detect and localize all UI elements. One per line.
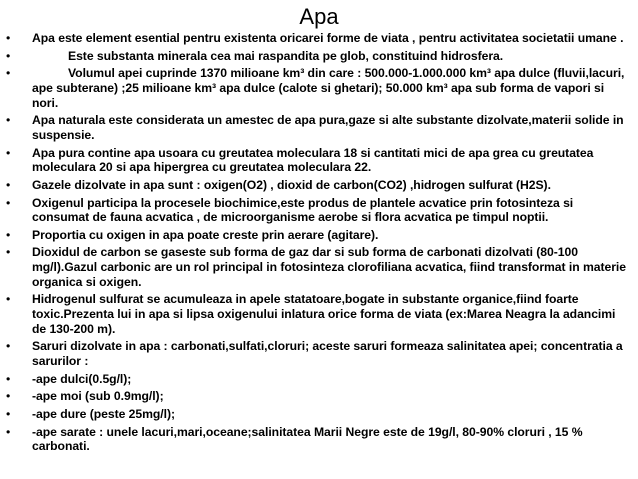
bullet-item [4,292,630,336]
bullet-marker-icon: • [6,339,11,354]
bullet-item [4,196,630,225]
bullet-marker-icon: • [6,66,11,81]
bullet-text: Dioxidul de carbon se gaseste sub forma de gaz dar si sub forma de carbonati dizolvati (80-100 mg/l).Gazul carbonic are un rol principal in fotosinteza clorofiliana acvatica, fiind transformat in materie organica si oxigen. [32,245,626,289]
bullet-text: -ape sarate : unele lacuri,mari,oceane;salinitatea Marii Negre este de 19g/l, 80-90% cloruri , 15 % carbonati. [32,424,583,454]
bullet-item [4,146,630,175]
bullet-item [4,372,630,387]
bullet-marker-icon: • [6,371,11,386]
bullet-item [4,245,630,289]
bullet-marker-icon: • [6,195,11,210]
bullet-text: Proportia cu oxigen in apa poate creste prin aerare (agitare). [32,227,379,242]
bullet-marker-icon: • [6,424,11,439]
bullet-marker-icon: • [6,113,11,128]
bullet-marker-icon: • [6,145,11,160]
bullet-text: Hidrogenul sulfurat se acumuleaza in apele statatoare,bogate in substante organice,fiind foarte toxic.Prezenta lui in apa si lipsa oxigenului inlatura orice forma de viata (ex:Marea Neagra la adancimi de 130-200 m). [32,292,616,336]
bullet-item [4,31,630,46]
bullet-marker-icon: • [6,389,11,404]
bullet-text: -ape dure (peste 25mg/l); [32,406,176,421]
bullet-item [4,66,630,110]
bullet-marker-icon: • [6,48,11,63]
bullet-text: -ape dulci(0.5g/l); [32,371,132,386]
bullet-text: Saruri dizolvate in apa : carbonati,sulfati,cloruri; aceste saruri formeaza salinitatea apei; concentratia a sarurilor : [32,339,623,368]
bullet-item [4,113,630,142]
bullet-text: Apa pura contine apa usoara cu greutatea moleculara 18 si cantitati mici de apa grea cu greutatea moleculara 20 si apa hipergrea cu greutatea moleculara 22. [32,145,594,175]
bullet-list [4,31,630,457]
bullet-text: Apa este element esential pentru existenta oricarei forme de viata , pentru activitatea societatii umane . [32,31,624,45]
bullet-text: -ape moi (sub 0.9mg/l); [32,389,164,404]
bullet-text: Oxigenul participa la procesele biochimice,este produs de plantele acvatice prin fotosinteza si consumat de fauna acvatica , de microorganisme aerobe si flora acvatica pe timpul noptii. [32,195,574,225]
bullet-item [4,389,630,404]
bullet-item [4,339,630,368]
bullet-marker-icon: • [6,31,11,45]
bullet-text: Gazele dizolvate in apa sunt : oxigen(O2) , dioxid de carbon(CO2) ,hidrogen sulfurat (H2S). [32,177,551,192]
slide-title: Apa [299,4,339,29]
bullet-item [4,425,630,454]
bullet-text: Este substanta minerala cea mai raspandita pe glob, constituind hidrosfera. [68,48,504,63]
bullet-marker-icon: • [6,177,11,192]
bullet-marker-icon: • [6,292,11,307]
bullet-item [4,49,630,64]
bullet-item [4,407,630,422]
bullet-text: Volumul apei cuprinde 1370 milioane km³ din care : 500.000-1.000.000 km³ apa dulce (fluvii,lacuri, ape subterane) ;25 milioane km³ apa dulce (calote si ghetari); 50.000 km³ apa sub forma de vapori si nori. [32,66,625,110]
bullet-marker-icon: • [6,227,11,242]
bullet-marker-icon: • [6,245,11,260]
bullet-marker-icon: • [6,406,11,421]
bullet-item [4,178,630,193]
bullet-text: Apa naturala este considerata un amestec de apa pura,gaze si alte substante dizolvate,materii solide in suspensie. [32,113,624,142]
bullet-item [4,228,630,243]
